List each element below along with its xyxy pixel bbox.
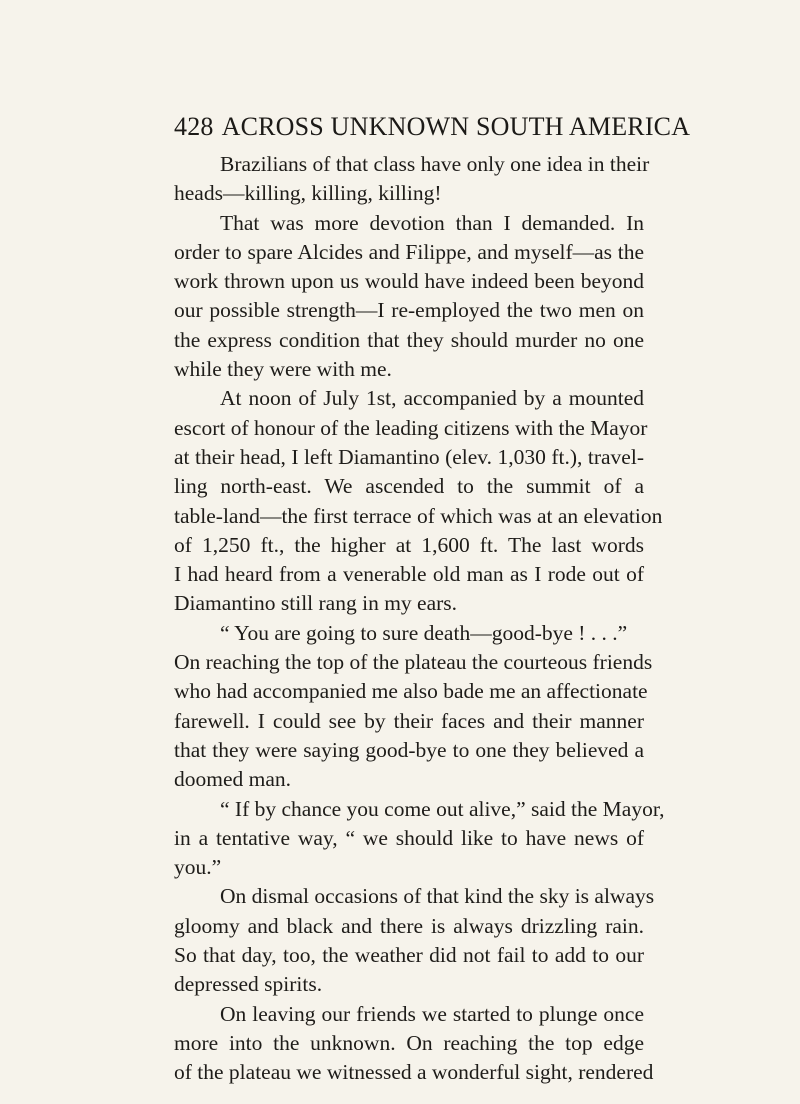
text-line: doomed man. <box>174 767 292 792</box>
text-line: That was more devotion than I demanded. In <box>220 210 644 235</box>
text-line: “ If by chance you come out alive,” said the Mayor, <box>220 796 665 821</box>
text-line: who had accompanied me also bade me an affectionate <box>174 679 648 704</box>
text-line: On dismal occasions of that kind the sky is always <box>220 884 655 909</box>
text-line: in a tentative way, “ we should like to have news of <box>174 825 644 850</box>
text-line: On leaving our friends we started to plunge once <box>220 1001 644 1026</box>
text-line: at their head, I left Diamantino (elev. 1,030 ft.), travel- <box>174 444 644 469</box>
running-head <box>174 112 690 142</box>
text-line: that they were saying good-bye to one they believed a <box>174 737 644 762</box>
text-line: heads—killing, killing, killing! <box>174 181 442 206</box>
text-line: “ You are going to sure death—good-bye ! . . .” <box>220 620 628 645</box>
text-line: the express condition that they should murder no one <box>174 327 644 352</box>
text-line: you.” <box>174 855 222 880</box>
text-line: of 1,250 ft., the higher at 1,600 ft. The last words <box>174 532 644 557</box>
text-line: So that day, too, the weather did not fail to add to our <box>174 943 644 968</box>
text-line: order to spare Alcides and Filippe, and myself—as the <box>174 239 644 264</box>
text-line: of the plateau we witnessed a wonderful sight, rendered <box>174 1060 654 1085</box>
text-line: farewell. I could see by their faces and their manner <box>174 708 644 733</box>
text-line: our possible strength—I re-employed the two men on <box>174 298 644 323</box>
text-line: while they were with me. <box>174 357 392 382</box>
body-text <box>174 150 665 1088</box>
text-line: I had heard from a venerable old man as I rode out of <box>174 562 644 587</box>
text-line: Diamantino still rang in my ears. <box>174 591 458 616</box>
text-line: work thrown upon us would have indeed been beyond <box>174 269 644 294</box>
text-line: Brazilians of that class have only one idea in their <box>220 152 650 176</box>
text-line: On reaching the top of the plateau the courteous friends <box>174 650 653 675</box>
text-line: more into the unknown. On reaching the top edge <box>174 1030 644 1055</box>
text-line: gloomy and black and there is always drizzling rain. <box>174 913 644 938</box>
text-line: At noon of July 1st, accompanied by a mounted <box>220 386 644 411</box>
page-number: 428 <box>174 112 214 141</box>
running-title: ACROSS UNKNOWN SOUTH AMERICA <box>221 112 691 141</box>
text-line: ling north-east. We ascended to the summit of a <box>174 474 644 499</box>
text-line: depressed spirits. <box>174 972 323 997</box>
text-line: escort of honour of the leading citizens with the Mayor <box>174 415 648 440</box>
text-line: table-land—the first terrace of which was at an elevation <box>174 503 663 528</box>
